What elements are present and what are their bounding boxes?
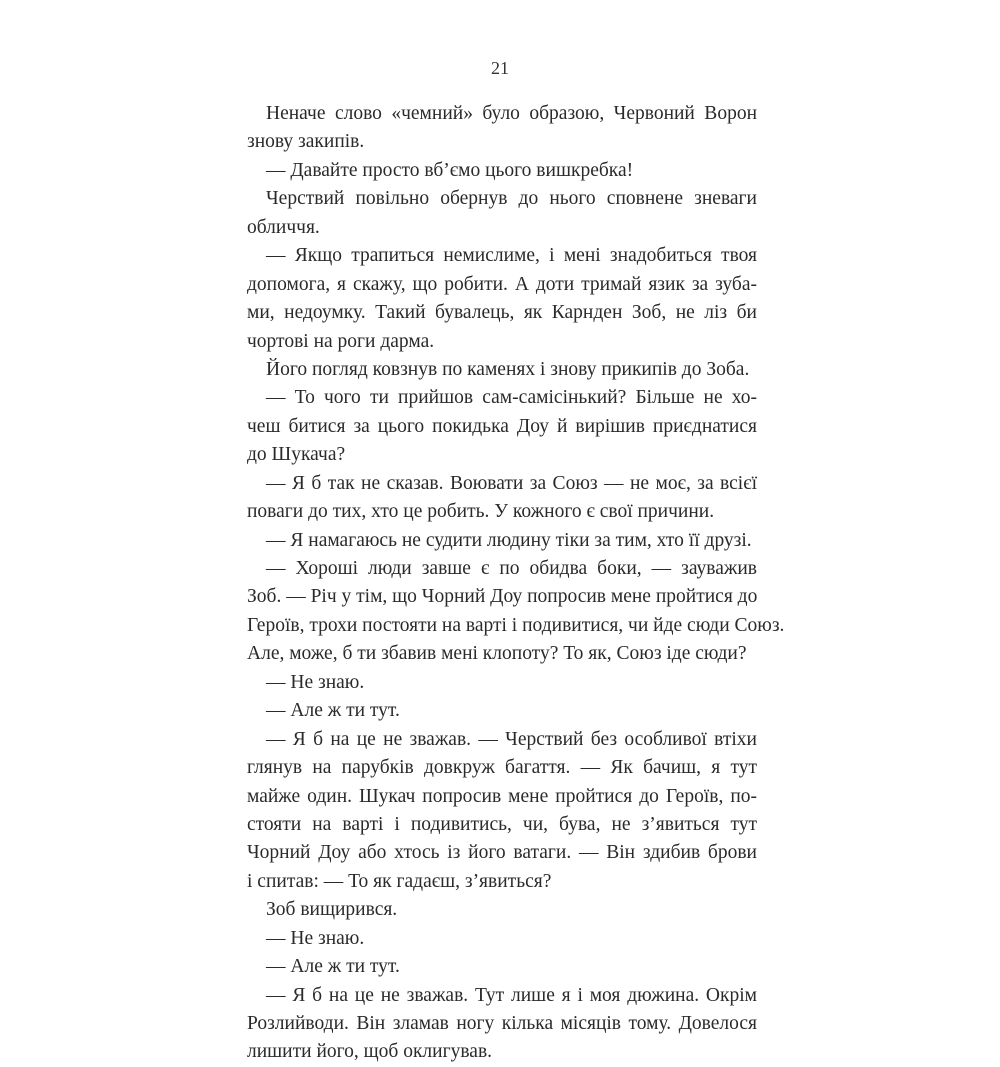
text-line: — То чого ти прийшов сам-самісінький? Більше не хо- bbox=[266, 387, 757, 409]
text-line: Неначе слово «чемний» було образою, Червоний Ворон bbox=[266, 103, 757, 124]
text-line: ми, недоумку. Такий бувалець, як Карнден Зоб, не ліз би bbox=[247, 302, 757, 324]
text-line: — Я б так не сказав. Воювати за Союз — не моє, за всієї bbox=[266, 472, 757, 494]
text-line: Чорний Доу або хтось із його ватаги. — Він здибив брови bbox=[247, 842, 757, 864]
text-line: поваги до тих, хто це робить. У кожного є свої причини. bbox=[247, 501, 715, 523]
text-line: лишити його, щоб оклигував. bbox=[247, 1041, 493, 1063]
text-line: майже один. Шукач попросив мене пройтися до Героїв, по- bbox=[247, 785, 757, 807]
text-line: Героїв, трохи постояти на варті і подивитися, чи йде сюди Союз. bbox=[247, 614, 785, 636]
text-line: Зоб вищирився. bbox=[266, 899, 398, 921]
text-line: допомога, я скажу, що робити. А доти тримай язик за зуба- bbox=[247, 273, 757, 295]
text-line: чортові на роги дарма. bbox=[247, 330, 435, 352]
text-line: обличчя. bbox=[247, 216, 320, 238]
text-line: — Не знаю. bbox=[266, 671, 365, 693]
text-line: Але, може, б ти збавив мені клопоту? То як, Союз іде сюди? bbox=[247, 643, 747, 665]
page-number: 21 bbox=[491, 58, 509, 78]
text-line: Черствий повільно обернув до нього сповнене зневаги bbox=[266, 188, 757, 210]
text-line: — Але ж ти тут. bbox=[266, 700, 400, 722]
text-line: до Шукача? bbox=[247, 444, 346, 466]
text-line: — Давайте просто вб’ємо цього вишкребка! bbox=[266, 159, 634, 181]
text-line: — Якщо трапиться немислиме, і мені знадобиться твоя bbox=[266, 245, 757, 267]
text-line: — Хороші люди завше є по обидва боки, — зауважив bbox=[266, 558, 757, 579]
text-line: — Я б на це не зважав. — Черствий без особливої втіхи bbox=[266, 728, 757, 750]
text-line: — Я намагаюсь не судити людину тіки за тим, хто її друзі. bbox=[266, 529, 752, 551]
text-line: знову закипів. bbox=[247, 131, 365, 153]
text-line: — Не знаю. bbox=[266, 927, 365, 949]
text-line: глянув на парубків довкруж багаття. — Як бачиш, я тут bbox=[247, 757, 757, 779]
text-line: і спитав: — То як гадаєш, з’явиться? bbox=[247, 870, 552, 892]
text-line: — Я б на це не зважав. Тут лише я і моя дюжина. Окрім bbox=[266, 984, 757, 1006]
text-line: чеш битися за цього покидька Доу й вирішив приєднатися bbox=[247, 415, 757, 437]
body-text bbox=[247, 100, 785, 1067]
text-line: — Але ж ти тут. bbox=[266, 956, 400, 978]
text-line: стояти на варті і подивитись, чи, бува, не з’явиться тут bbox=[247, 813, 757, 835]
text-line: Його погляд ковзнув по каменях і знову прикипів до Зоба. bbox=[266, 358, 750, 380]
text-line: Зоб. — Річ у тім, що Чорний Доу попросив мене пройтися до bbox=[247, 586, 758, 608]
text-line: Розлийводи. Він зламав ногу кілька місяців тому. Довелося bbox=[247, 1013, 757, 1034]
